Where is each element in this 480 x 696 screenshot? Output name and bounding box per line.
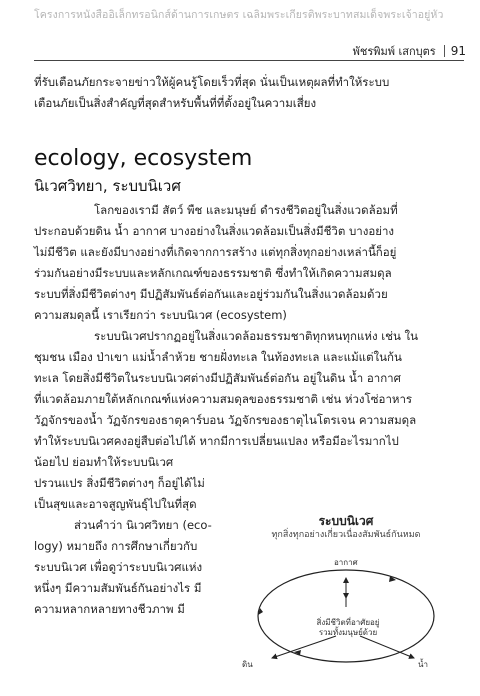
text-line: ทำให้ระบบนิเวศคงอยู่สืบต่อไปได้ หากมีการเปลี่ยนแปลง หรือมีอะไรมากไป (34, 434, 399, 448)
diagram-subtitle: ทุกสิ่งทุกอย่างเกี่ยวเนื่องสัมพันธ์กันหมด (271, 530, 421, 540)
text-line: ประกอบด้วยดิน น้ำ อากาศ บางอย่างในสิ่งแวดล้อมเป็นสิ่งมีชีวิต บางอย่าง (34, 224, 395, 238)
text-line: ที่แวดล้อมภายใต้หลักเกณฑ์แห่งความสมดุลของธรรมชาติ เช่น ห่วงโซ่อาหาร (34, 392, 413, 406)
entry-term-english: ecology, ecosystem (34, 146, 253, 171)
intro-paragraph (34, 72, 464, 114)
text-line: ระบบที่สิ่งมีชีวิตต่างๆ มีปฏิสัมพันธ์ต่อกันและอยู่ร่วมกันในสิ่งแวดล้อมด้วย (34, 287, 388, 301)
node-air: อากาศ (334, 558, 358, 567)
ecosystem-diagram (240, 512, 452, 672)
page-number: 91 (450, 44, 466, 58)
text-line: ปรวนแปร สิ่งมีชีวิตต่างๆ ก็อยู่ได้ไม่ (34, 476, 205, 490)
text-line: ทะเล โดยสิ่งมีชีวิตในระบบนิเวศต่างมีปฏิสัมพันธ์ต่อกัน อยู่ในดิน น้ำ อากาศ (34, 371, 401, 385)
text-line: ไม่มีชีวิต และยังมีบางอย่างที่เกิดจากการสร้าง แต่ทุกสิ่งทุกอย่างเหล่านี้ก็อยู่ (34, 245, 397, 259)
paragraph-1 (34, 200, 464, 326)
arrow-to-water (360, 636, 414, 658)
text-line: น้อยไป ย่อมทำให้ระบบนิเวศ (34, 455, 174, 469)
text-line: ความสมดุลนี้ เราเรียกว่า ระบบนิเวศ (ecosystem) (34, 308, 287, 322)
text-line: ร่วมกันอย่างมีระบบและหลักเกณฑ์ของธรรมชาติ ซึ่งทำให้เกิดความสมดุล (34, 266, 392, 280)
header-divider (444, 45, 445, 57)
diagram-title: ระบบนิเวศ (318, 514, 374, 528)
running-header (353, 42, 466, 60)
text-line: ที่รับเตือนภัยกระจายข่าวให้ผู้คนรู้โดยเร็วที่สุด นั่นเป็นเหตุผลที่ทำให้ระบบ (34, 75, 390, 89)
node-living-line-2: รวมทั้งมนุษย์ด้วย (318, 628, 378, 637)
cycle-graphic (240, 512, 452, 672)
text-line: logy) หมายถึง การศึกษาเกี่ยวกับ (34, 539, 198, 553)
node-soil: ดิน (242, 660, 253, 669)
text-line: โลกของเรามี สัตว์ พืช และมนุษย์ ดำรงชีวิตอยู่ในสิ่งแวดล้อมที่ (94, 203, 398, 217)
text-line: เป็นสุขและอาจสูญพันธุ์ไปในที่สุด (34, 497, 197, 511)
node-living-line-1: สิ่งมีชีวิตที่อาศัยอยู่ (316, 618, 380, 627)
text-line: เตือนภัยเป็นสิ่งสำคัญที่สุดสำหรับพื้นที่ที่ตั้งอยู่ในความเสี่ยง (34, 96, 317, 110)
text-line: วัฏจักรของน้ำ วัฏจักรของธาตุคาร์บอน วัฏจักรของธาตุไนโตรเจน ความสมดุล (34, 413, 417, 427)
node-water: น้ำ (418, 660, 428, 669)
text-line: ชุมชน เมือง ป่าเขา แม่น้ำลำห้วย ชายฝั่งทะเล ในท้องทะเล และแม้แต่ในก้น (34, 350, 402, 364)
header-rule (34, 60, 464, 61)
text-line: ระบบนิเวศ เพื่อดูว่าระบบนิเวศแห่ง (34, 560, 203, 574)
text-line: หนึ่งๆ มีความสัมพันธ์กันอย่างไร มี (34, 581, 202, 595)
paragraph-2 (34, 326, 464, 515)
text-line: ความหลากหลายทางชีวภาพ มี (34, 602, 185, 616)
header-band (0, 0, 480, 24)
entry-term-thai: นิเวศวิทยา, ระบบนิเวศ (34, 177, 181, 195)
series-title: โครงการหนังสืออิเล็กทรอนิกส์ด้านการเกษตร เฉลิมพระเกียรติพระบาทสมเด็จพระเจ้าอยู่หัว (34, 9, 444, 21)
paragraph-3 (34, 515, 234, 620)
text-line: ระบบนิเวศปรากฏอยู่ในสิ่งแวดล้อมธรรมชาติทุกหนทุกแห่ง เช่น ใน (94, 329, 418, 343)
text-line: ส่วนคำว่า นิเวศวิทยา (eco- (74, 518, 212, 532)
author-name: พัชรพิมพ์ เสกบุตร (352, 45, 436, 58)
